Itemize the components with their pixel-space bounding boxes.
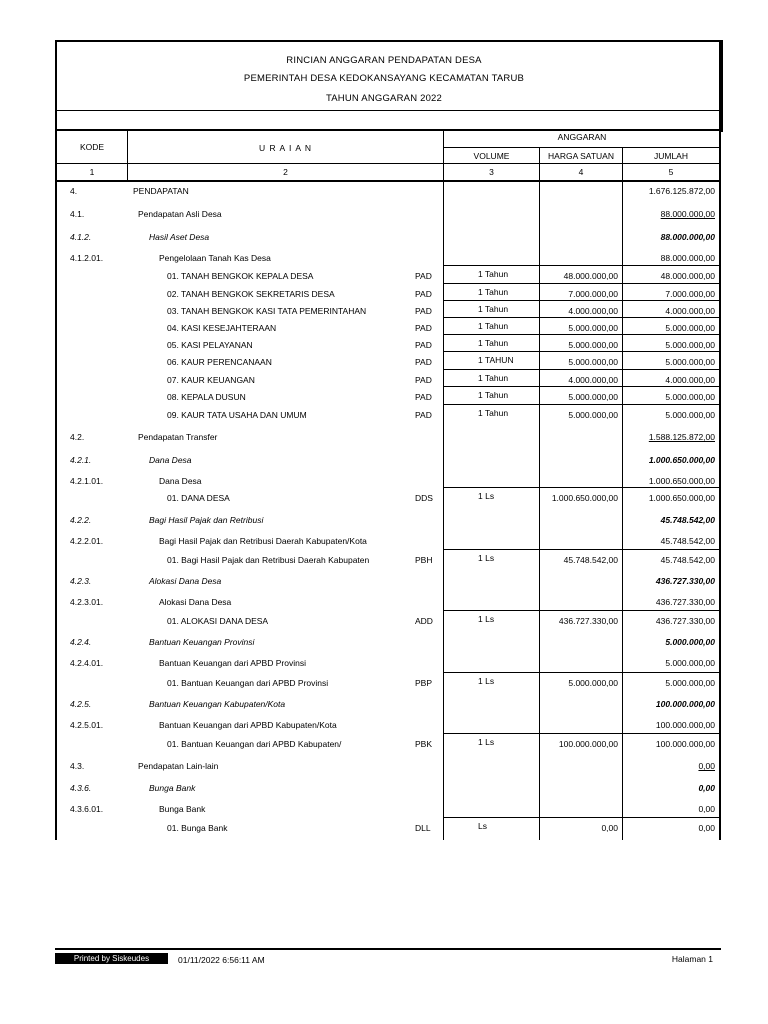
row-uraian: 01. Bantuan Keuangan dari APBD Kabupaten/ [167,739,342,749]
row-source: PBK [415,739,433,749]
row-uraian: Hasil Aset Desa [149,232,210,242]
row-volume: 1 Ls [478,614,495,624]
row-harga: 1.000.650.000,00 [551,493,618,503]
row-jumlah: 1.000.650.000,00 [648,493,715,503]
row-source: DDS [415,493,433,503]
row-harga: 5.000.000,00 [568,323,618,333]
report-year: TAHUN ANGGARAN 2022 [325,93,443,104]
row-jumlah: 45.748.542,00 [660,555,715,565]
row-jumlah: 45.748.542,00 [660,536,715,546]
row-uraian: Pendapatan Asli Desa [138,209,222,219]
row-source: ADD [415,616,433,626]
row-jumlah: 436.727.330,00 [655,616,715,626]
row-jumlah: 5.000.000,00 [665,392,715,402]
row-kode: 4. [70,186,78,196]
row-uraian: Alokasi Dana Desa [149,576,222,586]
row-uraian: 05. KASI PELAYANAN [167,340,253,350]
row-jumlah: 436.727.330,00 [655,597,715,607]
row-volume: 1 Tahun [478,269,509,279]
row-jumlah: 5.000.000,00 [665,658,715,668]
row-uraian: Bagi Hasil Pajak dan Retribusi Daerah Kabupaten/Kota [159,536,367,546]
row-kode: 4.2.4. [70,637,92,647]
row-source: PAD [415,323,432,333]
row-jumlah: 0,00 [698,783,715,793]
row-uraian: 06. KAUR PERENCANAAN [167,357,272,367]
row-uraian: Bunga Bank [149,783,196,793]
row-uraian: 04. KASI KESEJAHTERAAN [167,323,277,333]
row-kode: 4.2.3.01. [70,597,104,607]
col-kode: KODE [79,142,105,152]
row-uraian: Bantuan Keuangan Provinsi [149,637,255,647]
row-kode: 4.1.2.01. [70,253,104,263]
row-jumlah: 0,00 [698,804,715,814]
row-uraian: 03. TANAH BENGKOK KASI TATA PEMERINTAHAN [167,306,367,316]
row-volume: Ls [478,821,487,831]
row-jumlah: 88.000.000,00 [660,253,715,263]
row-harga: 436.727.330,00 [558,616,618,626]
row-source: PAD [415,289,432,299]
row-volume: 1 Tahun [478,390,509,400]
row-kode: 4.2.2.01. [70,536,104,546]
row-uraian: Alokasi Dana Desa [159,597,232,607]
row-jumlah: 1.588.125.872,00 [648,432,715,442]
row-uraian: 01. Bantuan Keuangan dari APBD Provinsi [167,678,329,688]
col-harga: HARGA SATUAN [548,151,614,161]
col-uraian: U R A I A N [258,143,313,153]
page-number: Halaman 1 [671,954,713,964]
row-jumlah: 88.000.000,00 [660,209,715,219]
row-uraian: 01. Bagi Hasil Pajak dan Retribusi Daerah Kabupaten [167,555,370,565]
row-kode: 4.2.4.01. [70,658,104,668]
row-kode: 4.1.2. [70,232,92,242]
report-title: RINCIAN ANGGARAN PENDAPATAN DESA [286,55,482,66]
row-uraian: 01. DANA DESA [167,493,230,503]
col-volume: VOLUME [473,151,510,161]
row-uraian: 08. KEPALA DUSUN [167,392,246,402]
col-num-3: 3 [489,167,494,177]
row-jumlah: 1.000.650.000,00 [648,476,715,486]
row-uraian: Dana Desa [159,476,202,486]
col-num-2: 2 [283,167,288,177]
row-uraian: Bantuan Keuangan Kabupaten/Kota [149,699,286,709]
row-volume: 1 Ls [478,737,495,747]
row-jumlah: 100.000.000,00 [655,739,715,749]
row-uraian: 02. TANAH BENGKOK SEKRETARIS DESA [167,289,335,299]
col-num-1: 1 [89,167,95,177]
row-uraian: 01. TANAH BENGKOK KEPALA DESA [167,271,314,281]
row-jumlah: 0,00 [698,761,715,771]
row-volume: 1 TAHUN [478,355,514,365]
row-jumlah: 5.000.000,00 [665,357,715,367]
row-source: DLL [415,823,431,833]
row-jumlah: 4.000.000,00 [665,306,715,316]
row-harga: 7.000.000,00 [568,289,618,299]
row-harga: 48.000.000,00 [563,271,618,281]
row-jumlah: 436.727.330,00 [655,576,715,586]
row-source: PAD [415,410,432,420]
row-volume: 1 Ls [478,676,495,686]
row-harga: 5.000.000,00 [568,410,618,420]
row-kode: 4.2. [70,432,85,442]
row-jumlah: 7.000.000,00 [665,289,715,299]
row-jumlah: 5.000.000,00 [665,340,715,350]
printed-by-tag: Printed by Siskeudes [55,953,168,964]
row-uraian: 01. Bunga Bank [167,823,228,833]
row-volume: 1 Tahun [478,287,509,297]
row-jumlah: 45.748.542,00 [660,515,715,525]
row-source: PBP [415,678,433,688]
row-source: PAD [415,271,432,281]
row-uraian: Pendapatan Lain-lain [138,761,219,771]
row-volume: 1 Tahun [478,304,509,314]
row-jumlah: 100.000.000,00 [655,699,715,709]
row-harga: 100.000.000,00 [558,739,618,749]
row-kode: 4.2.3. [70,576,92,586]
row-volume: 1 Ls [478,491,495,501]
row-jumlah: 5.000.000,00 [665,410,715,420]
row-source: PAD [415,306,432,316]
row-volume: 1 Tahun [478,408,509,418]
row-uraian: Bantuan Keuangan dari APBD Kabupaten/Kota [159,720,337,730]
row-uraian: Bunga Bank [159,804,206,814]
row-volume: 1 Tahun [478,373,509,383]
row-jumlah: 5.000.000,00 [665,637,715,647]
row-jumlah: 1.676.125.872,00 [648,186,715,196]
row-uraian: 09. KAUR TATA USAHA DAN UMUM [167,410,307,420]
row-harga: 5.000.000,00 [568,340,618,350]
row-kode: 4.3. [70,761,85,771]
row-harga: 4.000.000,00 [568,375,618,385]
row-volume: 1 Tahun [478,338,509,348]
row-harga: 5.000.000,00 [568,357,618,367]
row-source: PAD [415,340,432,350]
row-uraian: PENDAPATAN [133,186,189,196]
row-jumlah: 88.000.000,00 [660,232,715,242]
row-uraian: 01. ALOKASI DANA DESA [167,616,269,626]
row-harga: 4.000.000,00 [568,306,618,316]
row-jumlah: 5.000.000,00 [665,678,715,688]
row-jumlah: 1.000.650.000,00 [648,455,715,465]
row-source: PAD [415,392,432,402]
row-kode: 4.1. [70,209,85,219]
row-harga: 0,00 [601,823,618,833]
row-uraian: Pendapatan Transfer [138,432,218,442]
col-num-4: 4 [578,167,584,177]
row-source: PAD [415,375,432,385]
row-volume: 1 Tahun [478,321,509,331]
row-volume: 1 Ls [478,553,495,563]
row-jumlah: 4.000.000,00 [665,375,715,385]
row-kode: 4.3.6. [70,783,92,793]
row-jumlah: 5.000.000,00 [665,323,715,333]
row-harga: 5.000.000,00 [568,392,618,402]
row-jumlah: 100.000.000,00 [655,720,715,730]
row-uraian: Bantuan Keuangan dari APBD Provinsi [159,658,306,668]
row-kode: 4.2.1. [70,455,92,465]
row-kode: 4.3.6.01. [70,804,104,814]
row-kode: 4.2.5. [70,699,92,709]
row-source: PAD [415,357,432,367]
row-harga: 5.000.000,00 [568,678,618,688]
header-frame [55,40,723,132]
col-num-5: 5 [668,167,674,177]
print-datetime: 01/11/2022 6:56:11 AM [178,955,265,965]
row-kode: 4.2.1.01. [70,476,104,486]
row-uraian: Bagi Hasil Pajak dan Retribusi [149,515,264,525]
row-harga: 45.748.542,00 [563,555,618,565]
col-anggaran: ANGGARAN [557,132,607,142]
report-subtitle: PEMERINTAH DESA KEDOKANSAYANG KECAMATAN TARUB [243,73,525,84]
row-jumlah: 0,00 [698,823,715,833]
row-uraian: 07. KAUR KEUANGAN [167,375,255,385]
row-uraian: Dana Desa [149,455,192,465]
row-source: PBH [415,555,433,565]
row-jumlah: 48.000.000,00 [660,271,715,281]
row-kode: 4.2.2. [70,515,92,525]
row-uraian: Pengelolaan Tanah Kas Desa [159,253,271,263]
col-jumlah: JUMLAH [653,151,688,161]
row-kode: 4.2.5.01. [70,720,104,730]
